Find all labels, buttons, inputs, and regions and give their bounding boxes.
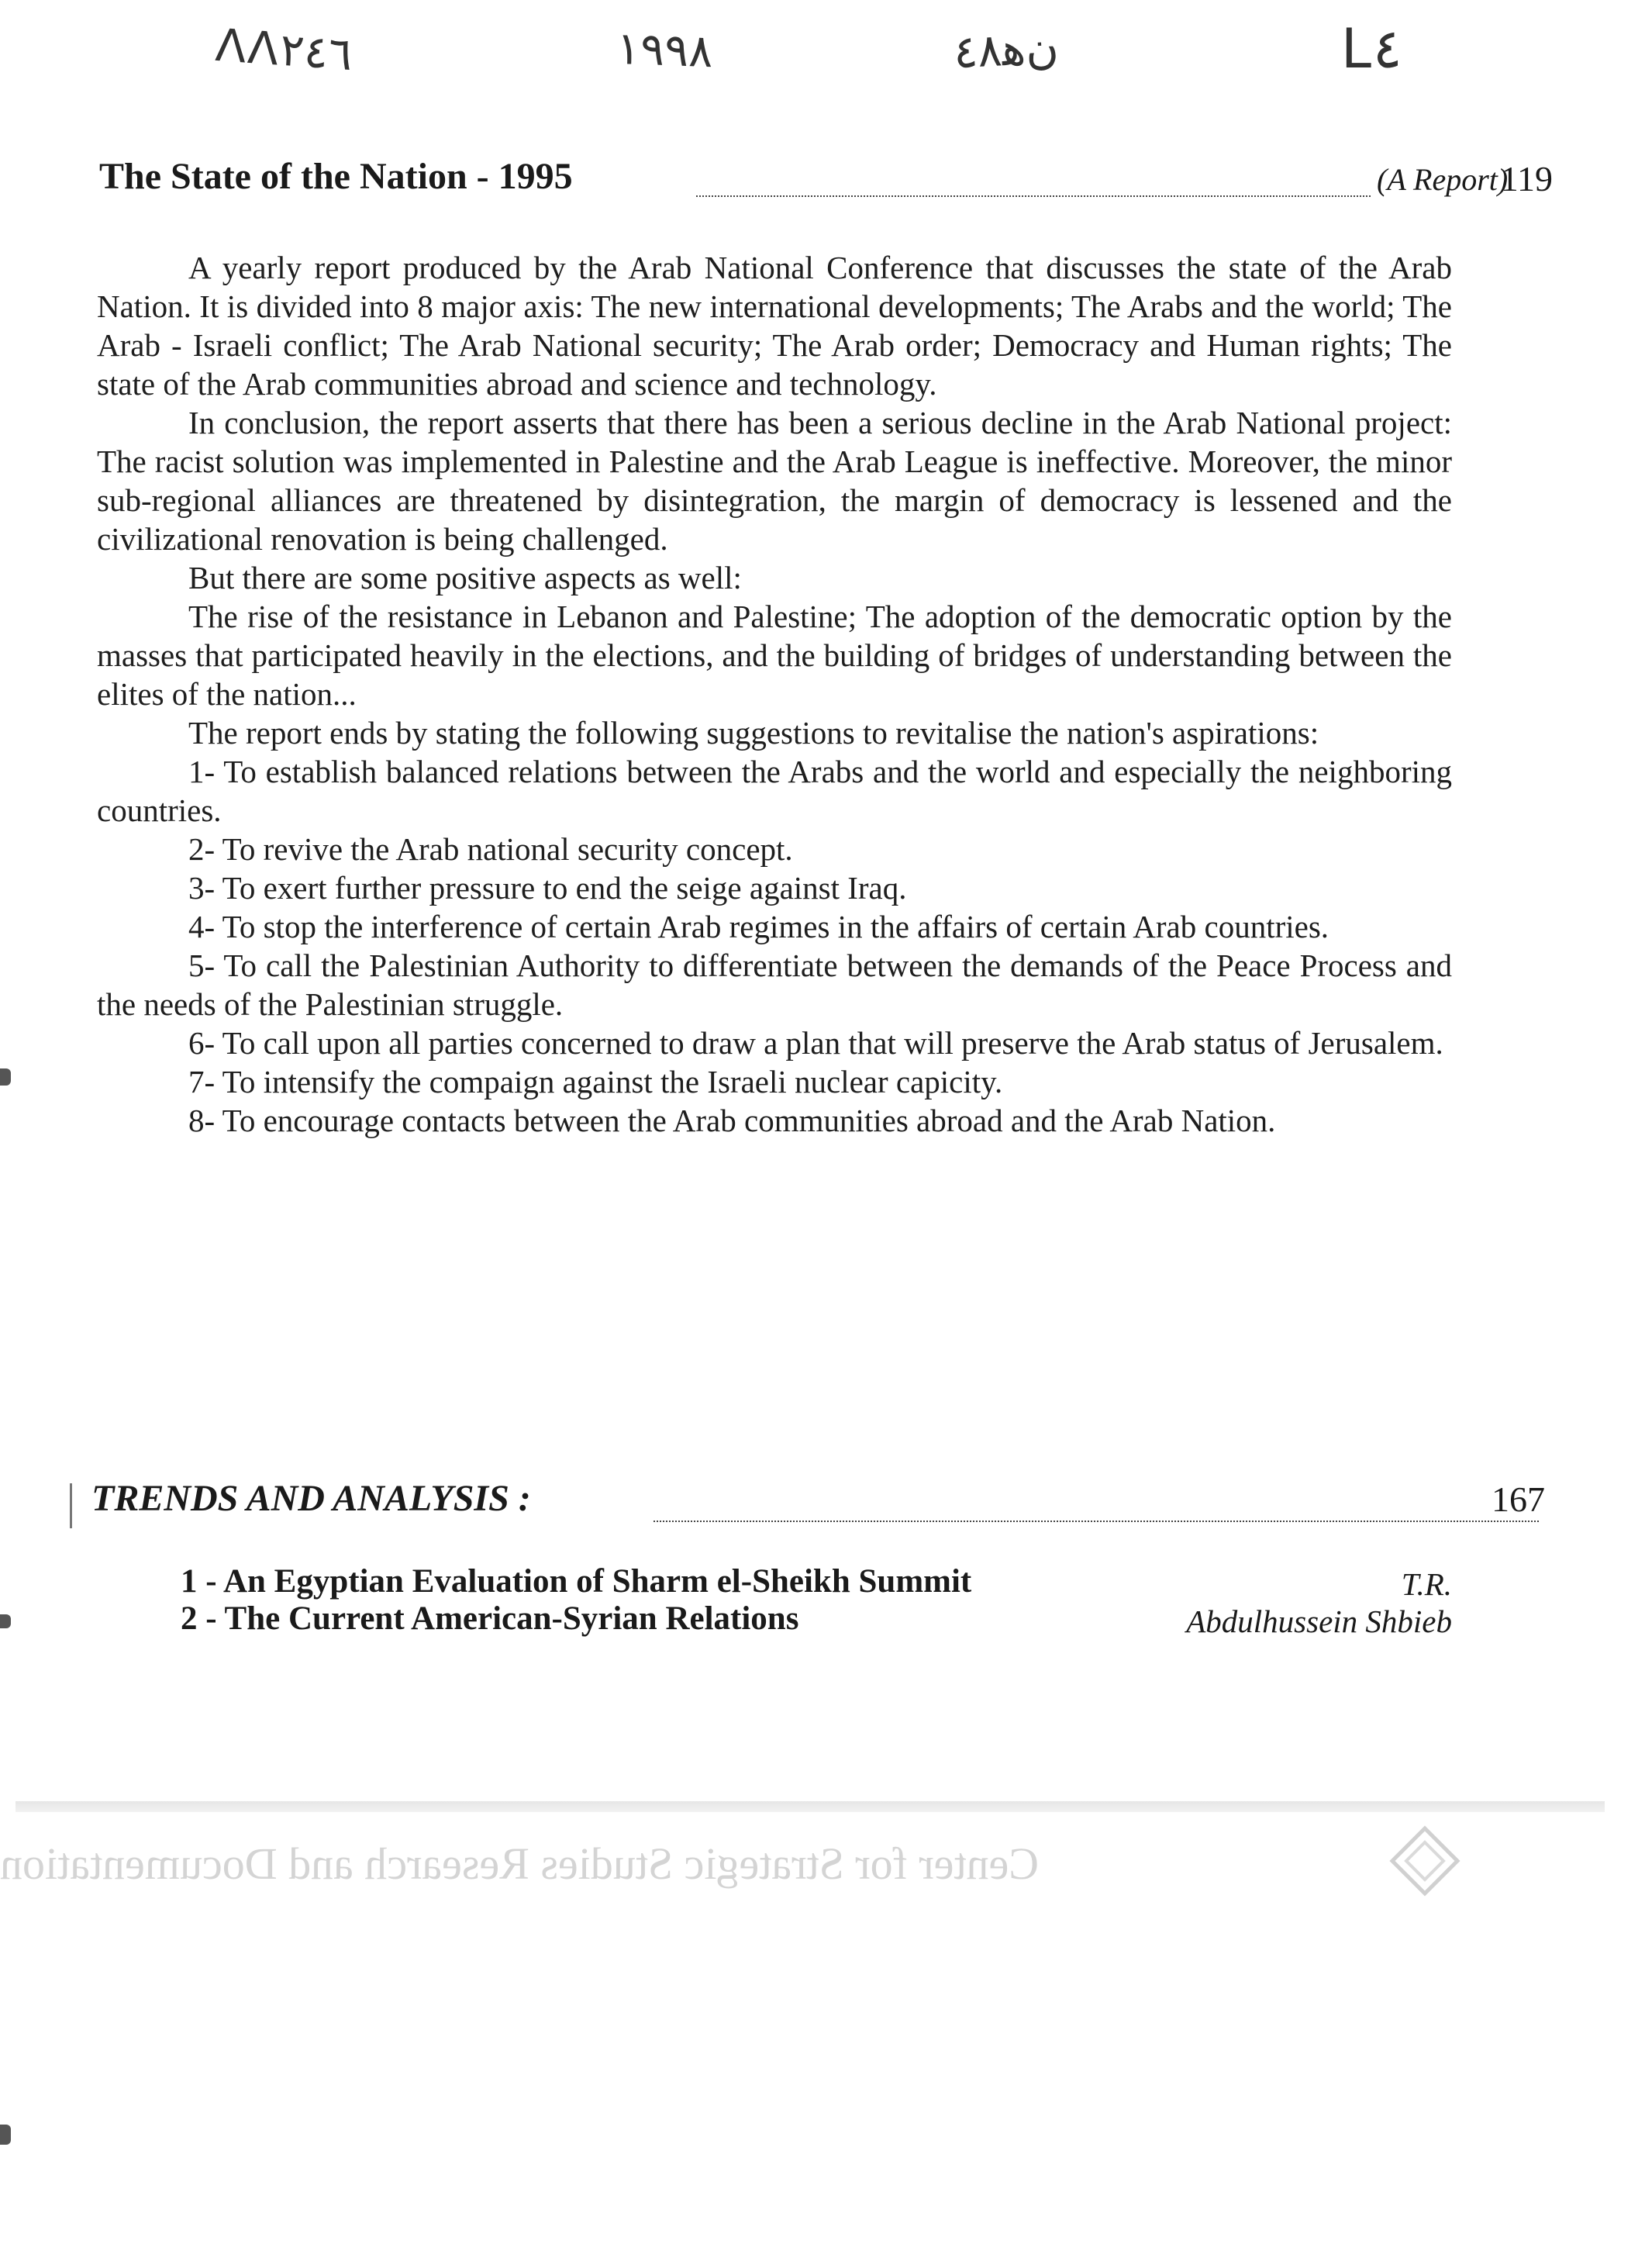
list-item: 5- To call the Palestinian Authority to differentiate between the demands of the Peace Process and the needs of the Palestinian struggle. xyxy=(97,948,1452,1022)
list-item: 3- To exert further pressure to end the seige against Iraq. xyxy=(188,870,907,906)
contents-item xyxy=(181,1562,1452,1600)
paragraph: But there are some positive aspects as well: xyxy=(188,560,742,595)
list-item: 2- To revive the Arab national security concept. xyxy=(188,831,793,867)
paragraph: In conclusion, the report asserts that there has been a serious decline in the Arab National project: The racist solution was implemented in Palestine and the Arab League is ineffective. Moreover, the minor sub-regional alliances are threatened by disintegration, the margin of democracy is lessened and the civilizational renovation is being challenged. xyxy=(97,405,1452,557)
entry-title: The State of the Nation - 1995 xyxy=(99,156,573,197)
margin-mark xyxy=(70,1483,72,1528)
contents-item-author: T.R. xyxy=(1401,1566,1452,1602)
section-title: TRENDS AND ANALYSIS : xyxy=(91,1478,531,1519)
section-contents xyxy=(181,1562,1452,1637)
entry-page-number: 119 xyxy=(1500,159,1553,198)
list-item: 6- To call upon all parties concerned to draw a plan that will preserve the Arab status of Jerusalem. xyxy=(188,1025,1443,1061)
footer-rule xyxy=(16,1801,1605,1812)
section-page-number: 167 xyxy=(1492,1479,1545,1519)
paragraph: The report ends by stating the following suggestions to revitalise the nation's aspirations: xyxy=(188,715,1319,751)
contents-item-title: 1 - An Egyptian Evaluation of Sharm el-Sheikh Summit xyxy=(181,1563,972,1600)
contents-item-author: Abdulhussein Shbieb xyxy=(1186,1603,1452,1639)
paragraph: The rise of the resistance in Lebanon and Palestine; The adoption of the democratic option by the masses that participated heavily in the elections, and the building of bridges of understanding between the elites of the nation... xyxy=(97,599,1452,712)
scan-edge-mark xyxy=(0,1068,11,1086)
handwritten-note-1: ΛΛ٢٤٦ xyxy=(213,18,354,81)
footer-branding: Center for Strategic Studies Research and Documentation xyxy=(0,1838,1040,1889)
dotted-leader xyxy=(696,195,1371,197)
list-item: 4- To stop the interference of certain Arab regimes in the affairs of certain Arab countries. xyxy=(188,909,1329,944)
list-item: 1- To establish balanced relations between the Arabs and the world and especially the neighboring countries. xyxy=(97,754,1452,828)
paragraph: A yearly report produced by the Arab National Conference that discusses the state of the Arab Nation. It is divided into 8 major axis: The new international developments; The Arabs and the world; The Arab - Israeli conflict; The Arab National security; The Arab order; Democracy and Human rights; The state of the Arab communities abroad and science and technology. xyxy=(97,250,1452,402)
entry-header xyxy=(99,155,1553,209)
entry-body xyxy=(97,248,1452,1140)
contents-item xyxy=(181,1600,1452,1637)
entry-type-tag: (A Report) xyxy=(1377,162,1509,197)
scan-edge-mark xyxy=(0,1614,11,1628)
handwritten-note-3: ﻥﻫ٤٨ xyxy=(952,20,1060,79)
list-item: 8- To encourage contacts between the Arab communities abroad and the Arab Nation. xyxy=(188,1103,1276,1138)
scan-edge-mark xyxy=(0,2125,11,2145)
center-logo-icon xyxy=(1388,1824,1462,1898)
dotted-leader xyxy=(654,1521,1539,1522)
handwritten-note-2: ١٩٩٨ xyxy=(615,21,714,78)
section-header xyxy=(91,1477,1545,1531)
handwritten-note-4: L٤ xyxy=(1341,17,1402,81)
contents-item-title: 2 - The Current American-Syrian Relations xyxy=(181,1600,799,1637)
list-item: 7- To intensify the compaign against the Israeli nuclear capicity. xyxy=(188,1064,1003,1099)
